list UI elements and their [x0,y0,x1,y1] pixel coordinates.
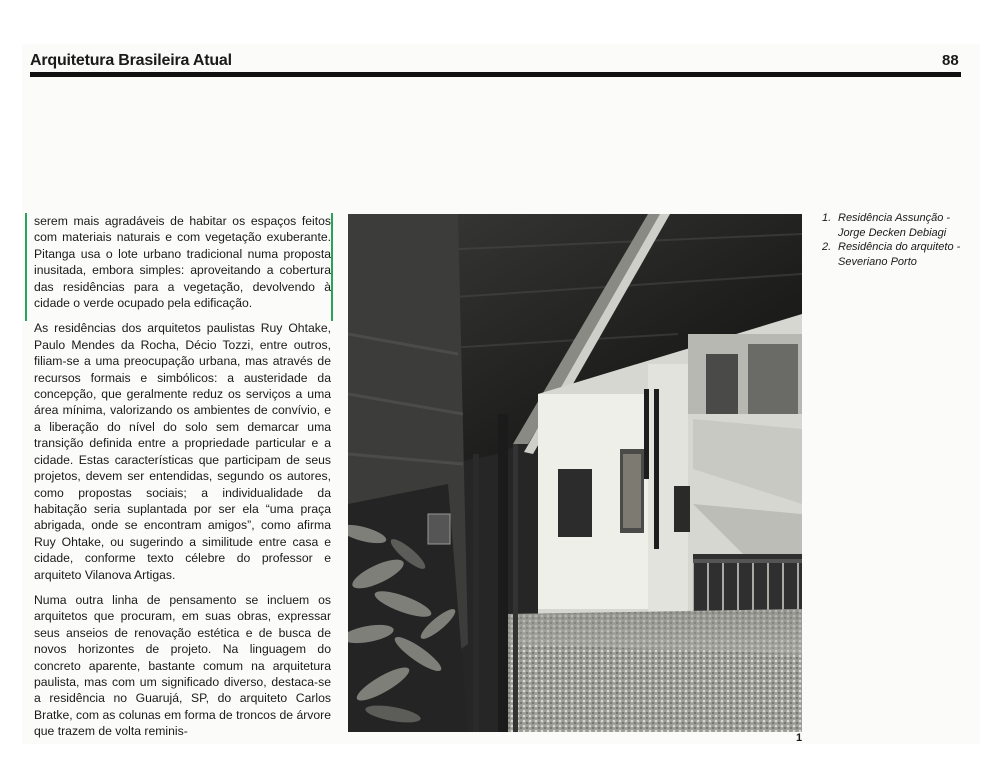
header-rule [30,72,961,77]
caption-text: Residência do arquiteto - Severiano Porto [838,241,961,268]
body-text [34,213,331,749]
page-number: 88 [942,52,959,69]
caption-item [822,240,972,269]
highlight-bar-left [25,213,27,321]
paragraph: As residências dos arquitetos paulistas Ruy Ohtake, Paulo Mendes da Rocha, Décio Tozzi, entre outros, filiam-se a uma preocupação urbana, mas através de recursos formais e simbólicos: a austeridade da concepção, que geralmente reduz os serviços a uma área mínima, valorizando os ambientes de convívio, e a liberação do nível do solo sem demarcar uma transição definida entre a propriedade particular e a cidade. Estas características que participam de seus projetos, devem ser entendidas, segundo os autores, como propostas sociais; a individualidade da habitação seria suplantada por ser ela “uma praça abrigada, onde se encontram amigos”, como afirma Ruy Ohtake, ou sugerindo a similitude entre casa e cidade, conforme texto célebre do professor e arquiteto Vilanova Artigas. [34,321,331,582]
figure-captions [822,211,972,269]
highlight-bar-right [331,213,333,321]
caption-number: 1. [822,212,832,224]
photo-number: 1 [796,732,803,744]
caption-text: Residência Assunção - Jorge Decken Debiagi [838,212,951,239]
caption-item [822,211,972,240]
residence-photo [348,214,802,732]
book-title: Arquitetura Brasileira Atual [30,52,232,69]
paragraph: Numa outra linha de pensamento se incluem os arquitetos que procuram, em suas obras, expressar seus anseios de renovação estética e de busca de novos horizontes de projeto. Na linguagem do concreto aparente, bastante comum na arquitetura paulista, mas com um significado diverso, destaca-se a residência no Guarujá, SP, do arquiteto Carlos Bratke, com as colunas em forma de troncos de árvore que trazem de volta reminis- [34,592,331,739]
caption-number: 2. [822,241,832,253]
paragraph: serem mais agradáveis de habitar os espaços feitos com materiais naturais e com vegetação exuberante. Pitanga usa o lote urbano tradicional numa proposta inusitada, embora simples: aproveitando a cobertura das residências para a vegetação, devolvendo à cidade o verde ocupado pela edificação. [34,214,331,311]
